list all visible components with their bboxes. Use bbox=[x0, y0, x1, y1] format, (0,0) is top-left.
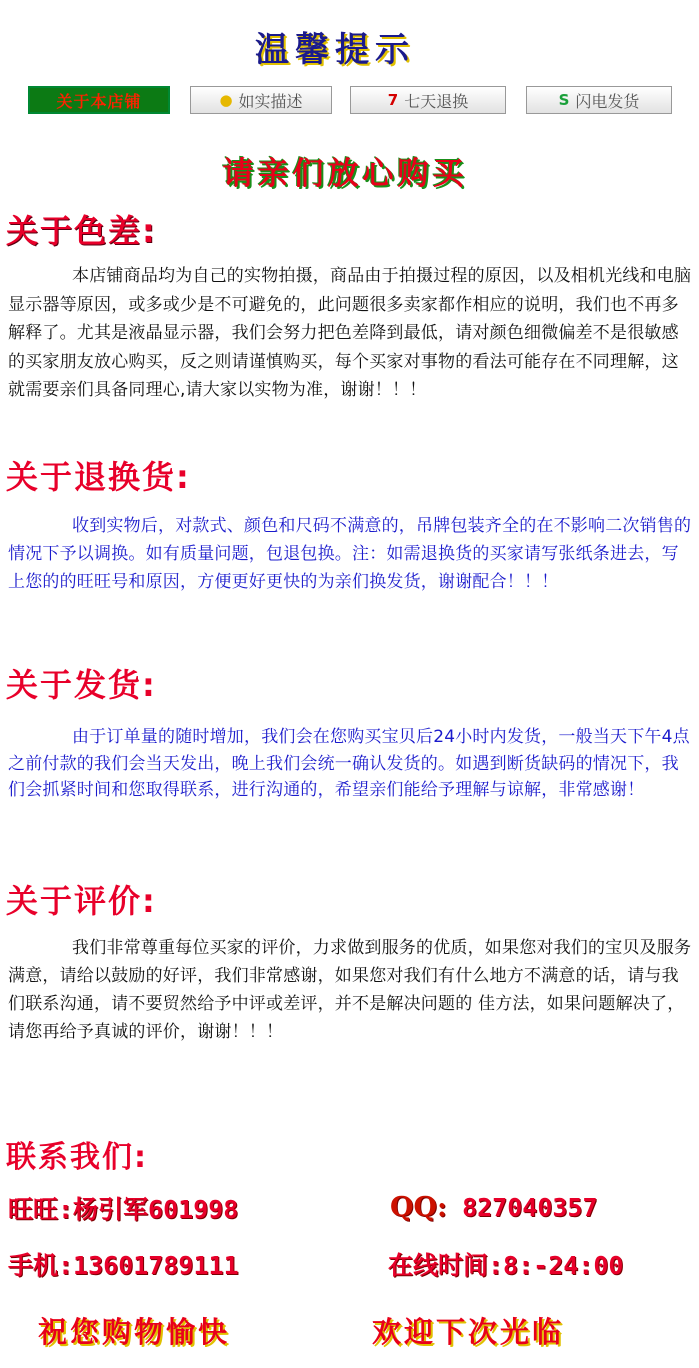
buy-with-confidence-slogan: 请亲们放心购买 bbox=[222, 156, 468, 192]
shipping-body: 由于订单量的随时增加，我们会在您购买宝贝后24小时内发货，一般当天下午4点之前付款的我们会当天发出，晚上我们会统一确认发货的。如遇到断货缺码的情况下，我们会抓紧时间和您取得联系，进行沟通的，希望亲们能给予理解与谅解，非常感谢！ bbox=[8, 727, 690, 800]
happy-shopping-text: 祝您购物愉快 bbox=[38, 1315, 231, 1349]
review-heading: 关于评价: bbox=[6, 882, 157, 920]
contact-heading: 联系我们: bbox=[6, 1140, 148, 1175]
shipping-text bbox=[8, 724, 692, 804]
seven-day-icon: 7 bbox=[387, 91, 399, 109]
color-difference-heading: 关于色差: bbox=[6, 212, 157, 250]
qq-contact[interactable] bbox=[390, 1192, 598, 1223]
about-store-button[interactable] bbox=[28, 86, 170, 114]
lightbulb-icon: ● bbox=[219, 91, 233, 109]
accurate-description-label: 如实描述 bbox=[238, 91, 303, 111]
welcome-back-text: 欢迎下次光临 bbox=[372, 1315, 565, 1349]
qq-number: 827040357 bbox=[447, 1193, 598, 1222]
seven-day-return-label: 七天退换 bbox=[404, 91, 469, 111]
color-difference-text bbox=[8, 262, 692, 405]
returns-text bbox=[8, 512, 692, 596]
wangwang-contact[interactable]: 旺旺:杨引军601998 bbox=[8, 1195, 239, 1224]
shipping-heading: 关于发货: bbox=[6, 666, 157, 704]
color-difference-body: 本店铺商品均为自己的实物拍摄，商品由于拍摄过程的原因，以及相机光线和电脑显示器等原因，或多或少是不可避免的，此问题很多卖家都作相应的说明，我们也不再多解释了。尤其是液晶显示器，我们会努力把色差降到最低，请对颜色细微偏差不是很敏感的买家朋友放心购买，反之则请谨慎购买，每个买家对事物的看法可能存在不同理解，这就需要亲们具备同理心,请大家以实物为准，谢谢！！！ bbox=[8, 266, 692, 400]
review-text bbox=[8, 934, 692, 1046]
returns-heading: 关于退换货: bbox=[6, 458, 191, 496]
about-store-label: 关于本店铺 bbox=[56, 91, 142, 111]
accurate-description-button[interactable] bbox=[190, 86, 332, 114]
online-hours: 在线时间:8:-24:00 bbox=[388, 1251, 624, 1280]
returns-body: 收到实物后，对款式、颜色和尺码不满意的，吊牌包装齐全的在不影响二次销售的情况下予以调换。如有质量问题，包退包换。注：如需退换货的买家请写张纸条进去，写上您的的旺旺号和原因，方便更好更快的为亲们换发货，谢谢配合！！！ bbox=[8, 516, 692, 592]
lightning-icon: S bbox=[558, 91, 570, 109]
qq-label: QQ: bbox=[390, 1192, 448, 1223]
phone-contact[interactable]: 手机:13601789111 bbox=[8, 1251, 239, 1280]
seven-day-return-button[interactable] bbox=[350, 86, 506, 114]
review-body: 我们非常尊重每位买家的评价，力求做到服务的优质，如果您对我们的宝贝及服务满意，请给以鼓励的好评，我们非常感谢，如果您对我们有什么地方不满意的话，请与我们联系沟通，请不要贸然给予中评或差评，并不是解决问题的 佳方法，如果问题解决了，请您再给予真诚的评价，谢谢！！！ bbox=[8, 938, 692, 1042]
fast-shipping-button[interactable] bbox=[526, 86, 672, 114]
fast-shipping-label: 闪电发货 bbox=[575, 91, 640, 111]
page-title: 温馨提示 bbox=[255, 30, 415, 70]
